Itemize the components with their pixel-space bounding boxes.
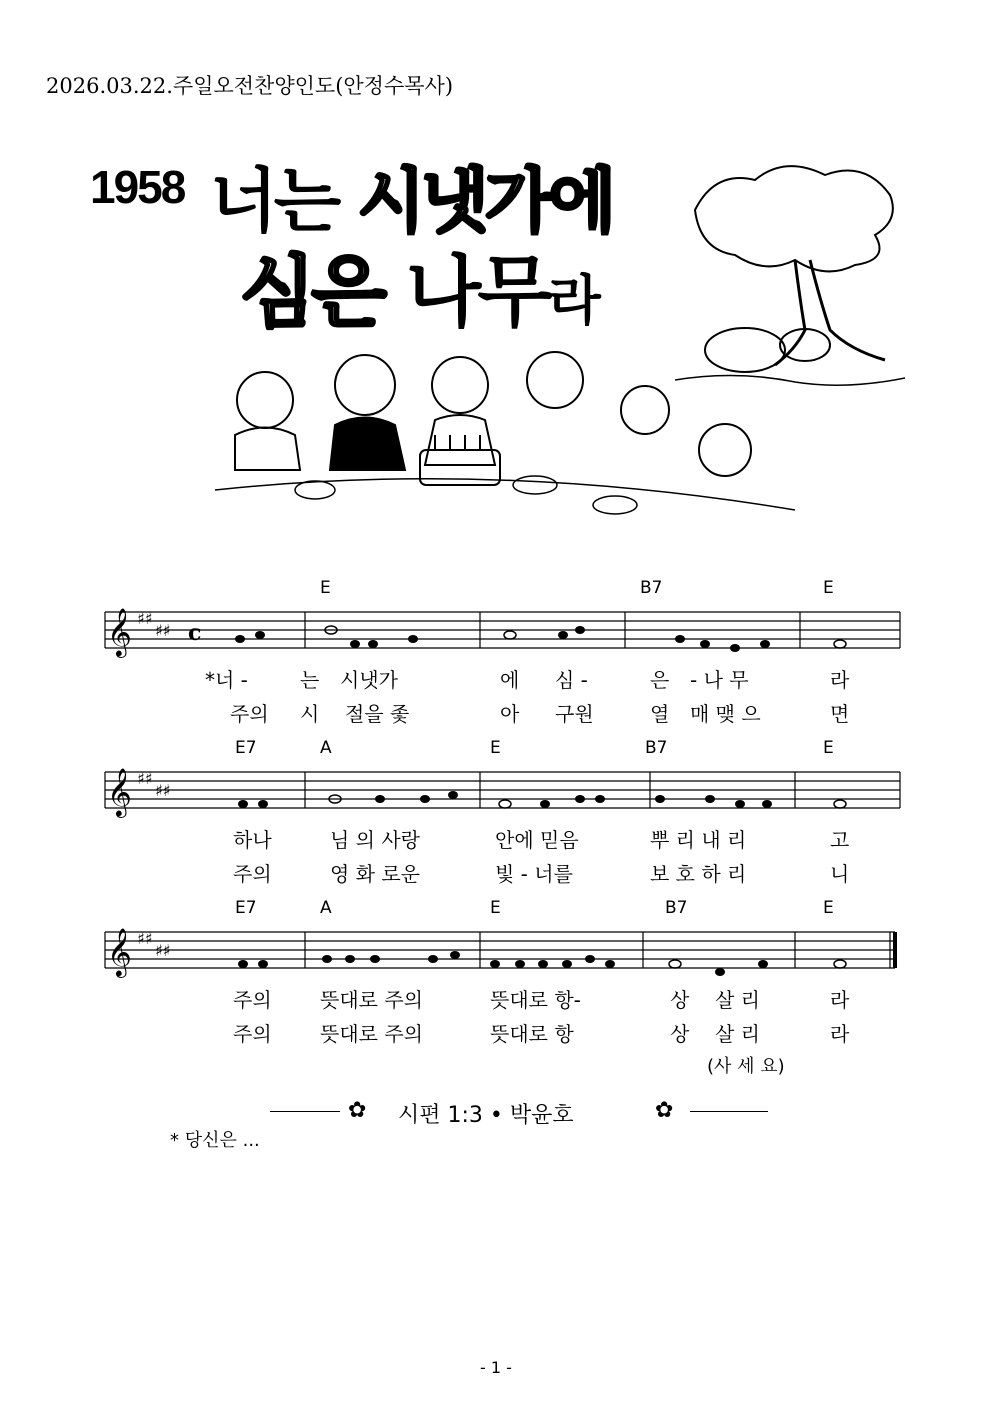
svg-text:c: c bbox=[188, 620, 202, 646]
lyric-syllable: 에 bbox=[500, 668, 520, 692]
lyric-syllable: 주의 bbox=[233, 862, 272, 886]
music-staff bbox=[95, 760, 905, 820]
lyric-syllable: 은 bbox=[650, 668, 670, 692]
lyric-line-1 bbox=[95, 664, 905, 698]
svg-text:♯♯: ♯♯ bbox=[137, 929, 153, 948]
page-header: 2026.03.22.주일오전찬양인도(안정수목사) bbox=[46, 74, 454, 98]
lyric-line-2 bbox=[95, 1018, 905, 1052]
lyric-syllable: 매 맺 으 bbox=[690, 702, 761, 726]
chord: E7 bbox=[235, 898, 257, 918]
lyric-syllable: 심 - bbox=[555, 668, 588, 692]
title-line-2 bbox=[240, 230, 597, 342]
chord-row bbox=[95, 578, 905, 600]
lyric-syllable: 주의 bbox=[230, 702, 269, 726]
svg-text:𝄞: 𝄞 bbox=[107, 607, 132, 656]
page-number: - 1 - bbox=[480, 1358, 512, 1377]
chord: E bbox=[490, 898, 501, 918]
lyric-extra: (사 세 요) bbox=[707, 1056, 785, 1077]
chord: A bbox=[320, 898, 332, 918]
footnote: * 당신은 ... bbox=[170, 1130, 260, 1151]
lyric-syllable: 살 리 bbox=[715, 1022, 760, 1046]
chord: B7 bbox=[640, 578, 663, 598]
song-reference: 시편 1:3 • 박윤호 bbox=[398, 1103, 574, 1128]
lyric-syllable: 뜻대로 항- bbox=[490, 988, 581, 1012]
song-title-banner bbox=[85, 140, 905, 550]
chord-row bbox=[95, 898, 905, 920]
party-illustration bbox=[195, 340, 815, 550]
lyric-syllable: 시냇가 bbox=[340, 668, 398, 692]
lyric-syllable: - 나 무 bbox=[690, 668, 749, 692]
svg-text:𝄞: 𝄞 bbox=[107, 927, 132, 976]
lyric-syllable: 고 bbox=[830, 828, 850, 852]
lyric-syllable: 니 bbox=[830, 862, 850, 886]
flower-icon: ✿ bbox=[655, 1098, 674, 1123]
title-word-4: 나무 bbox=[405, 248, 549, 338]
lyric-syllable: 하나 bbox=[233, 828, 272, 852]
lyric-syllable: 뿌 리 내 리 bbox=[650, 828, 747, 852]
song-number: 1958 bbox=[90, 161, 185, 213]
lyric-syllable: 뜻대로 주의 bbox=[320, 1022, 423, 1046]
chord: E bbox=[823, 898, 834, 918]
staff-system-1 bbox=[95, 578, 905, 732]
lyric-syllable: 구원 bbox=[555, 702, 594, 726]
chord: E bbox=[823, 578, 834, 598]
staff-system-2 bbox=[95, 738, 905, 892]
chord: E bbox=[490, 738, 501, 758]
music-staff bbox=[95, 600, 905, 660]
lyric-syllable: 안에 믿음 bbox=[495, 828, 579, 852]
lyric-syllable: 주의 bbox=[233, 988, 272, 1012]
lyric-syllable: 님 의 사랑 bbox=[330, 828, 420, 852]
chord: E7 bbox=[235, 738, 257, 758]
lyric-syllable: 시 bbox=[300, 702, 320, 726]
lyric-syllable: 상 bbox=[670, 1022, 690, 1046]
lyric-line-2 bbox=[95, 698, 905, 732]
chord: B7 bbox=[645, 738, 668, 758]
lyric-syllable: 보 호 하 리 bbox=[650, 862, 747, 886]
svg-text:♯♯: ♯♯ bbox=[137, 609, 153, 628]
chord: A bbox=[320, 738, 332, 758]
lyric-syllable: 뜻대로 주의 bbox=[320, 988, 423, 1012]
chord: E bbox=[320, 578, 331, 598]
svg-text:♯♯: ♯♯ bbox=[137, 769, 153, 788]
lyric-syllable: 영 화 로운 bbox=[330, 862, 420, 886]
lyric-syllable: 살 리 bbox=[715, 988, 760, 1012]
music-staff bbox=[95, 920, 905, 980]
lyric-syllable: 뜻대로 항 bbox=[490, 1022, 574, 1046]
lyric-syllable: 라 bbox=[830, 988, 850, 1012]
chord: E bbox=[823, 738, 834, 758]
lyric-line-2 bbox=[95, 858, 905, 892]
svg-text:♯♯: ♯♯ bbox=[155, 621, 171, 640]
lyric-syllable: 상 bbox=[670, 988, 690, 1012]
lyric-syllable: 면 bbox=[830, 702, 850, 726]
title-word-5: 라 bbox=[548, 269, 597, 332]
lyric-syllable: 절을 좇 bbox=[345, 702, 410, 726]
svg-text:♯♯: ♯♯ bbox=[155, 781, 171, 800]
title-word-3: 심은 bbox=[240, 248, 383, 338]
divider-left bbox=[270, 1111, 340, 1112]
lyric-syllable: 빛 - 너를 bbox=[495, 862, 573, 886]
flower-icon: ✿ bbox=[348, 1098, 367, 1123]
lyric-syllable: 주의 bbox=[233, 1022, 272, 1046]
lyric-line-1 bbox=[95, 984, 905, 1018]
lyric-line-1 bbox=[95, 824, 905, 858]
lyric-line-extra bbox=[95, 1052, 905, 1078]
staff-system-3 bbox=[95, 898, 905, 1078]
lyric-syllable: 는 bbox=[300, 668, 320, 692]
lyric-syllable: 아 bbox=[500, 702, 520, 726]
lyric-syllable: 라 bbox=[830, 1022, 850, 1046]
svg-text:𝄞: 𝄞 bbox=[107, 767, 132, 816]
chord: B7 bbox=[665, 898, 688, 918]
song-reference-line bbox=[270, 1098, 770, 1128]
title-word-1: 너는 bbox=[210, 160, 338, 242]
title-word-2: 시냇가에 bbox=[357, 160, 613, 242]
chord-row bbox=[95, 738, 905, 760]
lyric-syllable: 라 bbox=[830, 668, 850, 692]
divider-right bbox=[690, 1111, 768, 1112]
lyric-syllable: *너 - bbox=[205, 668, 248, 692]
lyric-syllable: 열 bbox=[650, 702, 670, 726]
svg-text:♯♯: ♯♯ bbox=[155, 941, 171, 960]
